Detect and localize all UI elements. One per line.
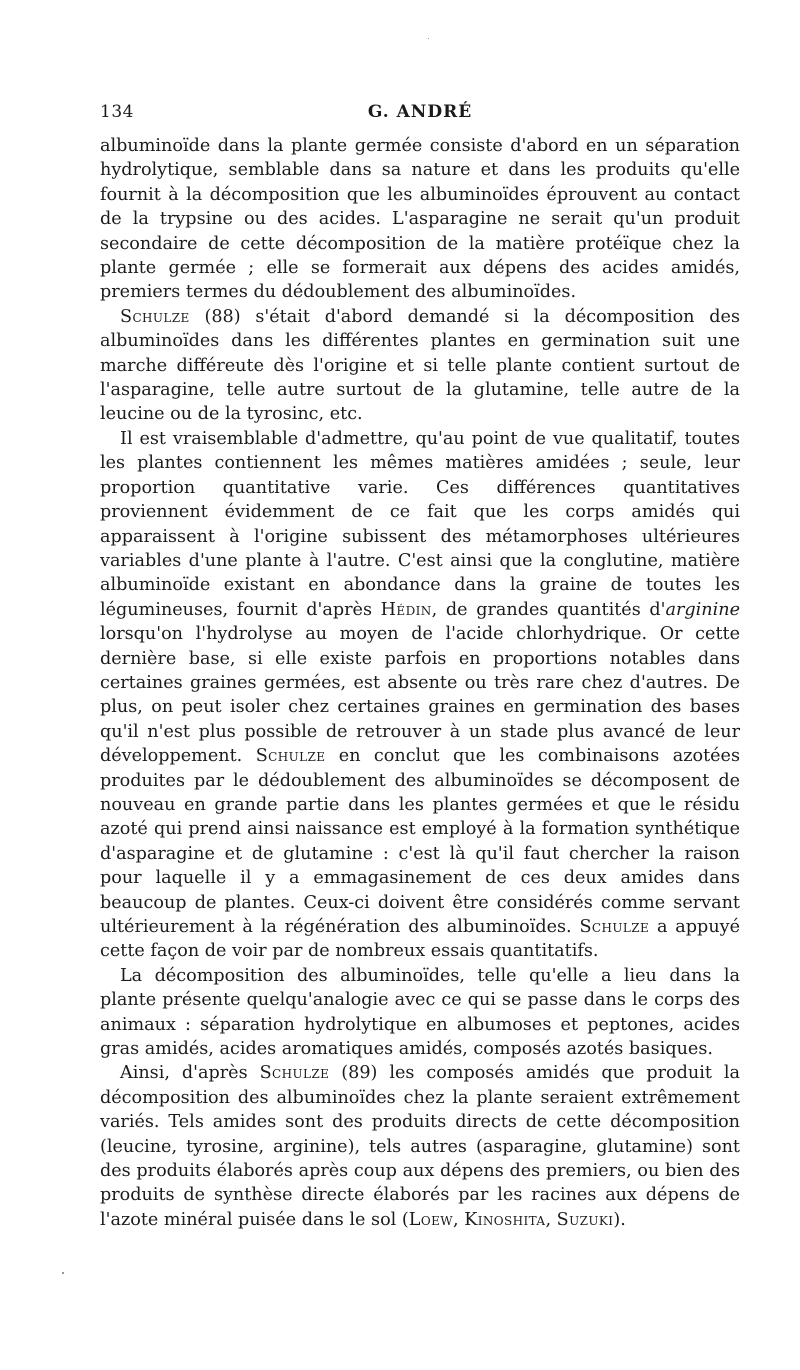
- author-name: Kinoshita: [464, 1209, 546, 1230]
- paper-speck: [428, 38, 429, 39]
- paragraph-1: albuminoïde dans la plante germée consiste d'abord en un séparation hydrolytique, semblable dans sa nature et dans les produits qu'elle fournit à la décomposition que les albuminoïdes éprouvent au contact de la trypsine ou des acides. L'asparagine ne serait qu'un produit secondaire de cette décomposition de la matière protéïque chez la plante germée ; elle se formerait aux dépens des acides amidés, premiers termes du dédoublement des albuminoïdes.: [100, 136, 740, 303]
- paragraph-5: Ainsi, d'après Schulze (89) les composés amidés que produit la décomposition des albuminoïdes chez la plante seraient extrêmement variés. Tels amides sont des produits directs de cette décomposition (leucine, tyrosine, arginine), tels autres (asparagine, glutamine) sont des produits élaborés après coup aux dépens des premiers, ou bien des produits de synthèse directe élaborés par les racines aux dépens de l'azote minéral puisée dans le sol (Loew, Kinoshita, Suzuki).: [100, 1063, 740, 1230]
- author-name: Suzuki: [556, 1209, 614, 1230]
- paragraph-2: Schulze (88) s'était d'abord demandé si la décomposition des albuminoïdes dans les différentes plantes en germination suit une marche différeute dès l'origine et si telle plante contient surtout de l'asparagine, telle autre surtout de la glutamine, telle autre de la leucine ou de la tyrosinc, etc.: [100, 306, 740, 425]
- author-name: Schulze: [579, 917, 650, 937]
- author-name: Schulze: [255, 746, 326, 767]
- author-name: Schulze: [120, 306, 190, 327]
- author-name: Loew: [408, 1209, 453, 1230]
- body-text: [100, 134, 740, 1232]
- running-title: G. ANDRÉ: [367, 102, 473, 122]
- paragraph-3: Il est vraisemblable d'admettre, qu'au point de vue qualitatif, toutes les plantes contiennent les mêmes matières amidées ; seule, leur proportion quantitative varie. Ces différences quantitatives proviennent évidemment de ce fait que les corps amidés qui apparaissent à l'origine subissent des métamorphoses ultérieures variables d'une plante à l'autre. C'est ainsi que la conglutine, matière albuminoïde existant en abondance dans la graine de toutes les légumineuses, fournit d'après Hédin, de grandes quantités d'arginine lorsqu'on l'hydrolyse au moyen de l'acide chlorhydrique. Or cette dernière base, si elle existe parfois en proportions notables dans certaines graines germées, est absente ou très rare chez d'autres. De plus, on peut isoler chez certaines graines en germination des bases qu'il n'est plus possible de retrouver à un stade plus avancé de leur développement. Schulze en conclut que les combinaisons azotées produites par le dédoublement des albuminoïdes se décomposent de nouveau en grande partie dans les plantes germées et que le résidu azoté qui prend ainsi naissance est employé à la formation synthétique d'asparagine et de glutamine : c'est là qu'il faut chercher la raison pour laquelle il y a emmagasinement de ces deux amides dans beaucoup de plantes. Ceux-ci doivent être considérés comme servant ultérieurement à la régénération des albuminoïdes. Schulze a appuyé cette façon de voir par de nombreux essais quantitatifs.: [100, 428, 741, 962]
- page-number: 134: [100, 102, 134, 122]
- author-name: Hédin: [380, 599, 432, 620]
- paper-speck: [62, 1272, 64, 1274]
- italic-term: arginine: [665, 599, 740, 620]
- page-header: [100, 102, 740, 126]
- author-name: Schulze: [259, 1063, 330, 1084]
- paragraph-4: La décomposition des albuminoïdes, telle qu'elle a lieu dans la plante présente quelqu'analogie avec ce qui se passe dans le corps des animaux : séparation hydrolytique en albumoses et peptones, acides gras amidés, acides aromatiques amidés, composés azotés basiques.: [100, 965, 740, 1060]
